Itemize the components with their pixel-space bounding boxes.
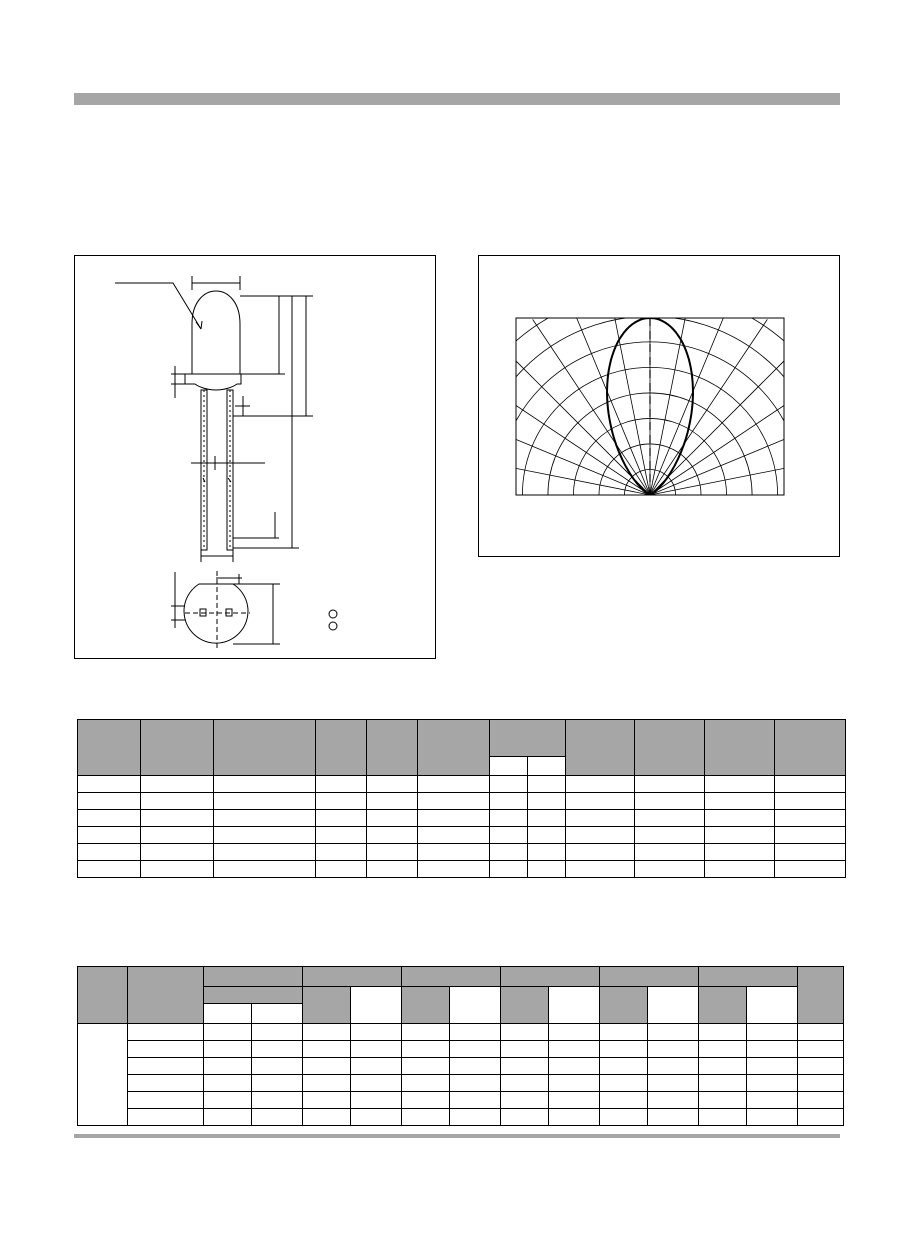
table-cell	[418, 827, 490, 844]
table-cell	[501, 1024, 549, 1041]
table-cell	[351, 1041, 402, 1058]
table-cell	[600, 1041, 648, 1058]
table-cell	[402, 1092, 450, 1109]
table-row	[78, 1075, 844, 1092]
table-1-header-cell	[78, 720, 141, 776]
table-cell	[214, 776, 316, 793]
table-2-subheader-cell	[549, 987, 600, 1024]
table-cell	[78, 1024, 128, 1126]
table-cell	[402, 1075, 450, 1092]
table-cell	[78, 793, 141, 810]
table-cell	[798, 1024, 844, 1041]
table-cell	[775, 844, 846, 861]
table-cell	[214, 827, 316, 844]
table-cell	[141, 844, 214, 861]
table-cell	[600, 1024, 648, 1041]
table-cell	[418, 793, 490, 810]
table-row	[78, 1024, 844, 1041]
table-2-header-cell	[402, 987, 450, 1024]
table-cell	[204, 1058, 252, 1075]
table-cell	[549, 1092, 600, 1109]
table-cell	[204, 1092, 252, 1109]
table-cell	[648, 1041, 699, 1058]
table-cell	[402, 1109, 450, 1126]
table-cell	[128, 1109, 204, 1126]
table-cell	[78, 810, 141, 827]
table-2-group-header-cell	[402, 967, 501, 987]
table-cell	[367, 776, 418, 793]
table-cell	[316, 776, 367, 793]
note-2-circle	[329, 622, 337, 630]
table-row	[78, 1109, 844, 1126]
table-cell	[128, 1024, 204, 1041]
table-cell	[699, 1041, 747, 1058]
table-cell	[214, 861, 316, 878]
table-cell	[252, 1058, 303, 1075]
table-cell	[316, 810, 367, 827]
table-cell	[775, 810, 846, 827]
table-cell	[699, 1058, 747, 1075]
table-row	[78, 1092, 844, 1109]
table-2-header-cell	[501, 987, 549, 1024]
bottom-view-outline	[184, 584, 248, 643]
table-cell	[635, 844, 705, 861]
table-cell	[490, 793, 528, 810]
table-cell	[600, 1109, 648, 1126]
table-cell	[351, 1024, 402, 1041]
table-cell	[450, 1058, 501, 1075]
table-cell	[635, 861, 705, 878]
table-cell	[252, 1092, 303, 1109]
table-cell	[303, 1075, 351, 1092]
table-cell	[528, 776, 566, 793]
table-cell	[566, 793, 635, 810]
table-cell	[528, 810, 566, 827]
table-cell	[798, 1041, 844, 1058]
table-row	[78, 861, 846, 878]
table-cell	[252, 1109, 303, 1126]
table-cell	[501, 1075, 549, 1092]
table-2-group-header-cell	[501, 967, 600, 987]
table-cell	[204, 1109, 252, 1126]
table-cell	[204, 1075, 252, 1092]
table-cell	[549, 1024, 600, 1041]
table-cell	[402, 1041, 450, 1058]
table-cell	[566, 827, 635, 844]
table-cell	[303, 1058, 351, 1075]
table-cell	[490, 810, 528, 827]
table-cell	[252, 1075, 303, 1092]
flange	[185, 374, 241, 390]
table-cell	[566, 861, 635, 878]
table-cell	[214, 793, 316, 810]
table-cell	[566, 810, 635, 827]
table-cell	[303, 1041, 351, 1058]
table-2-group-header-cell	[303, 967, 402, 987]
table-cell	[699, 1092, 747, 1109]
table-1	[77, 719, 846, 878]
table-cell	[566, 844, 635, 861]
table-cell	[635, 810, 705, 827]
table-cell	[78, 844, 141, 861]
table-row	[78, 793, 846, 810]
table-cell	[705, 844, 775, 861]
table-1-header-cell	[418, 720, 490, 776]
table-cell	[351, 1092, 402, 1109]
table-1-subheader-cell	[490, 757, 528, 776]
table-row	[78, 844, 846, 861]
table-cell	[747, 1092, 798, 1109]
table-cell	[316, 844, 367, 861]
table-cell	[775, 827, 846, 844]
table-cell	[501, 1041, 549, 1058]
table-cell	[705, 793, 775, 810]
table-2-subheader-cell	[648, 987, 699, 1024]
table-cell	[402, 1024, 450, 1041]
leader-line	[115, 283, 201, 329]
table-cell	[252, 1041, 303, 1058]
table-cell	[501, 1058, 549, 1075]
table-cell	[303, 1109, 351, 1126]
table-cell	[635, 793, 705, 810]
table-cell	[78, 861, 141, 878]
table-cell	[648, 1075, 699, 1092]
table-cell	[798, 1092, 844, 1109]
table-cell	[549, 1058, 600, 1075]
table-cell	[351, 1075, 402, 1092]
table-1-header-cell	[141, 720, 214, 776]
table-cell	[418, 776, 490, 793]
table-cell	[747, 1041, 798, 1058]
table-cell	[705, 776, 775, 793]
table-cell	[501, 1092, 549, 1109]
table-1-header-cell	[635, 720, 705, 776]
table-cell	[775, 793, 846, 810]
table-1-header-cell	[367, 720, 418, 776]
table-2-header-cell	[798, 967, 844, 1024]
table-cell	[450, 1041, 501, 1058]
table-2-group-header-cell	[204, 967, 303, 987]
table-1-subheader-cell	[528, 757, 566, 776]
table-cell	[648, 1092, 699, 1109]
table-cell	[490, 861, 528, 878]
table-cell	[252, 1024, 303, 1041]
table-cell	[747, 1075, 798, 1092]
table-cell	[367, 827, 418, 844]
table-cell	[450, 1075, 501, 1092]
table-cell	[635, 776, 705, 793]
table-cell	[699, 1075, 747, 1092]
lens-body	[192, 291, 240, 374]
table-1-header-cell	[775, 720, 846, 776]
table-cell	[450, 1092, 501, 1109]
table-2-header-cell	[600, 987, 648, 1024]
table-cell	[600, 1058, 648, 1075]
table-cell	[316, 793, 367, 810]
table-cell	[204, 1041, 252, 1058]
table-cell	[128, 1058, 204, 1075]
table-1-header-cell	[705, 720, 775, 776]
table-cell	[600, 1075, 648, 1092]
table-cell	[141, 810, 214, 827]
table-cell	[316, 861, 367, 878]
radiation-pattern-panel	[478, 255, 840, 557]
table-cell	[501, 1109, 549, 1126]
table-1-header-cell	[316, 720, 367, 776]
table-cell	[699, 1109, 747, 1126]
table-2-header-cell	[303, 987, 351, 1024]
table-row	[78, 776, 846, 793]
table-cell	[705, 810, 775, 827]
table-cell	[528, 827, 566, 844]
table-cell	[798, 1109, 844, 1126]
table-cell	[635, 827, 705, 844]
table-cell	[705, 827, 775, 844]
table-row	[78, 1058, 844, 1075]
table-cell	[128, 1092, 204, 1109]
table-cell	[141, 861, 214, 878]
table-cell	[490, 844, 528, 861]
bottom-rule	[74, 1134, 840, 1138]
table-cell	[648, 1024, 699, 1041]
table-cell	[747, 1024, 798, 1041]
table-cell	[490, 776, 528, 793]
table-cell	[549, 1041, 600, 1058]
table-cell	[775, 861, 846, 878]
table-cell	[78, 776, 141, 793]
table-cell	[141, 776, 214, 793]
table-cell	[141, 793, 214, 810]
table-cell	[528, 844, 566, 861]
table-cell	[528, 861, 566, 878]
table-cell	[418, 861, 490, 878]
table-cell	[367, 793, 418, 810]
package-outline-drawing	[74, 255, 436, 659]
table-cell	[351, 1109, 402, 1126]
table-cell	[648, 1109, 699, 1126]
table-cell	[128, 1075, 204, 1092]
table-cell	[128, 1041, 204, 1058]
table-cell	[418, 810, 490, 827]
table-2-subheader-cell	[351, 987, 402, 1024]
top-rule	[74, 93, 840, 105]
table-cell	[699, 1024, 747, 1041]
table-cell	[490, 827, 528, 844]
table-2	[77, 966, 844, 1126]
table-cell	[549, 1075, 600, 1092]
table-row	[78, 810, 846, 827]
table-2-subheader-cell	[252, 1004, 303, 1024]
table-1-group-header-cell	[490, 720, 566, 757]
table-row	[78, 827, 846, 844]
table-cell	[418, 844, 490, 861]
table-2-group-header-cell	[699, 967, 798, 987]
note-1-circle	[329, 610, 337, 618]
table-cell	[316, 827, 367, 844]
table-cell	[214, 810, 316, 827]
table-cell	[747, 1109, 798, 1126]
table-2-header-cell	[78, 967, 128, 1024]
table-cell	[775, 776, 846, 793]
table-cell	[141, 827, 214, 844]
table-cell	[648, 1058, 699, 1075]
table-cell	[367, 844, 418, 861]
table-cell	[78, 827, 141, 844]
table-cell	[367, 810, 418, 827]
table-2-header-cell	[699, 987, 747, 1024]
table-cell	[367, 861, 418, 878]
table-cell	[303, 1024, 351, 1041]
table-2-subheader-cell	[450, 987, 501, 1024]
table-cell	[214, 844, 316, 861]
table-cell	[549, 1109, 600, 1126]
table-2-header-cell	[128, 967, 204, 1024]
table-2-subheader-cell	[747, 987, 798, 1024]
table-2-header-cell	[204, 987, 303, 1004]
table-cell	[798, 1058, 844, 1075]
table-cell	[450, 1024, 501, 1041]
table-cell	[351, 1058, 402, 1075]
table-cell	[303, 1092, 351, 1109]
table-cell	[600, 1092, 648, 1109]
table-row	[78, 1041, 844, 1058]
table-2-group-header-cell	[600, 967, 699, 987]
table-cell	[566, 776, 635, 793]
table-cell	[450, 1109, 501, 1126]
table-cell	[528, 793, 566, 810]
table-cell	[747, 1058, 798, 1075]
table-cell	[204, 1024, 252, 1041]
table-1-header-cell	[566, 720, 635, 776]
table-2-subheader-cell	[204, 1004, 252, 1024]
table-cell	[402, 1058, 450, 1075]
table-1-header-cell	[214, 720, 316, 776]
table-cell	[798, 1075, 844, 1092]
table-cell	[705, 861, 775, 878]
